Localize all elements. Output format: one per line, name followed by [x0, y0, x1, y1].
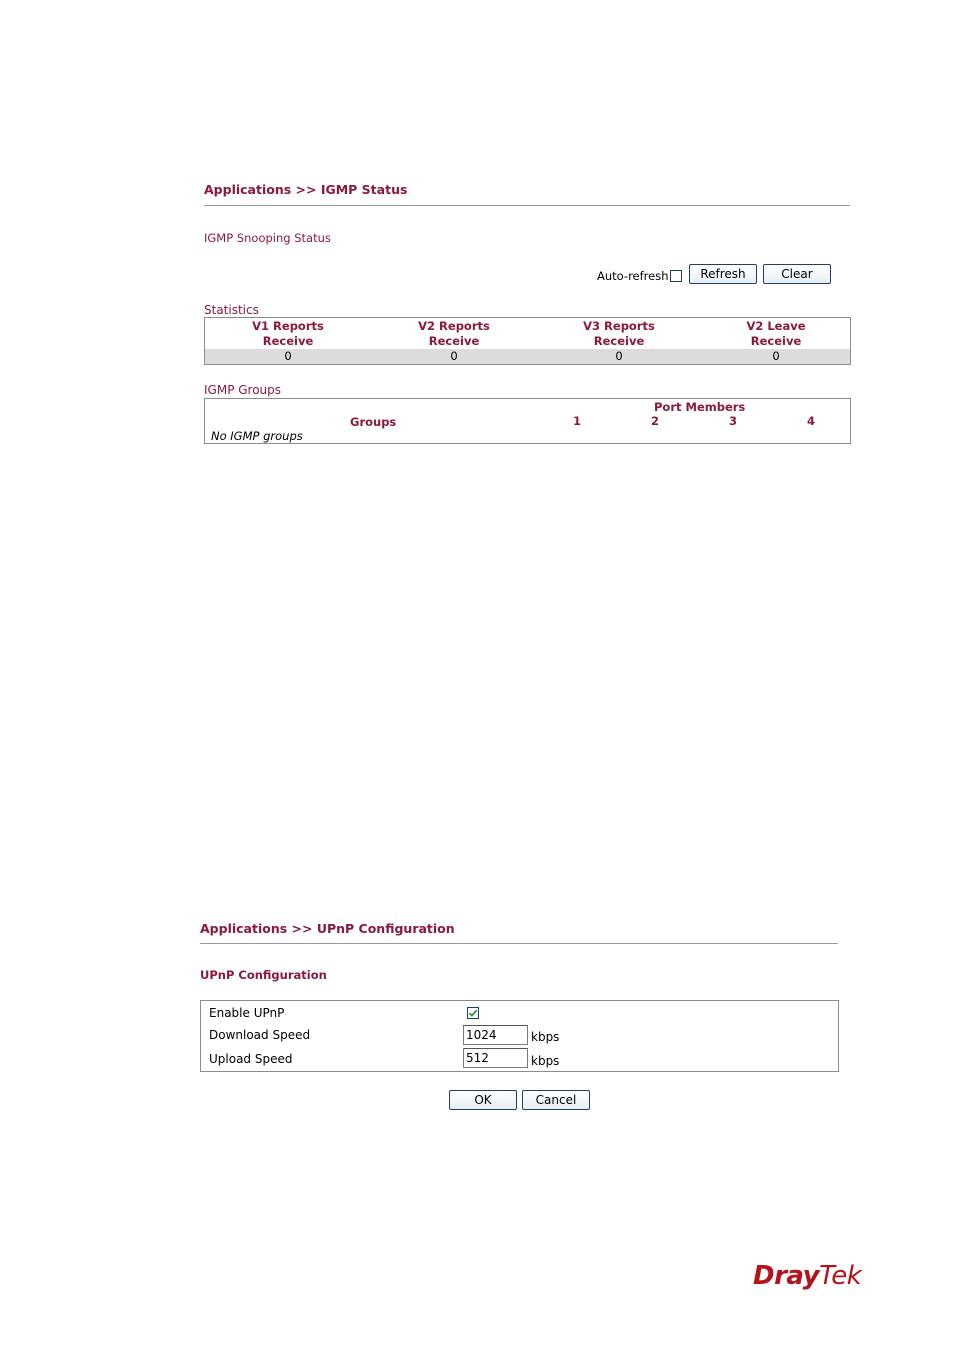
stat-value-v2-leave: 0 — [772, 349, 780, 363]
download-speed-label: Download Speed — [209, 1028, 311, 1042]
igmp-snooping-title: IGMP Snooping Status — [204, 231, 331, 245]
logo-text-dray: Dray — [753, 1261, 820, 1291]
stat-header-v2-leave — [696, 319, 856, 349]
stat-value-v2: 0 — [450, 349, 458, 363]
draytek-logo — [753, 1261, 861, 1291]
upnp-section-title: UPnP Configuration — [200, 968, 327, 982]
port-header-1: 1 — [573, 414, 582, 428]
stat-header-v3-line1: V3 Reports — [583, 319, 655, 333]
download-speed-unit: kbps — [531, 1030, 560, 1044]
stat-header-v1 — [208, 319, 368, 349]
ok-button[interactable]: OK — [449, 1090, 517, 1110]
stat-value-v3: 0 — [615, 349, 623, 363]
auto-refresh-checkbox[interactable] — [670, 270, 682, 282]
download-speed-input[interactable] — [463, 1025, 528, 1045]
clear-button[interactable]: Clear — [763, 264, 831, 284]
igmp-title-divider — [204, 205, 850, 206]
refresh-button[interactable]: Refresh — [689, 264, 757, 284]
upload-speed-input[interactable] — [463, 1048, 528, 1068]
stat-header-v2-leave-line1: V2 Leave — [746, 319, 806, 333]
stat-header-v3 — [539, 319, 699, 349]
stat-header-v1-line2: Receive — [262, 334, 314, 348]
statistics-title: Statistics — [204, 303, 259, 317]
upnp-title-divider — [200, 943, 838, 944]
upload-speed-label: Upload Speed — [209, 1052, 293, 1066]
upnp-page-title: Applications >> UPnP Configuration — [200, 921, 455, 936]
cancel-button[interactable]: Cancel — [522, 1090, 590, 1110]
port-header-4: 4 — [807, 414, 816, 428]
stat-header-v2-line2: Receive — [428, 334, 480, 348]
enable-upnp-label: Enable UPnP — [209, 1006, 285, 1020]
no-groups-text: No IGMP groups — [211, 429, 303, 443]
stat-header-v1-line1: V1 Reports — [252, 319, 324, 333]
check-icon — [468, 1008, 478, 1018]
port-header-3: 3 — [729, 414, 738, 428]
enable-upnp-checkbox[interactable] — [467, 1007, 479, 1019]
igmp-groups-table — [204, 398, 851, 444]
stat-header-v3-line2: Receive — [593, 334, 645, 348]
port-members-header: Port Members — [654, 400, 746, 414]
groups-header: Groups — [350, 415, 397, 429]
upnp-config-table — [200, 1000, 839, 1072]
logo-text-tek: Tek — [819, 1261, 862, 1291]
auto-refresh-label: Auto-refresh — [597, 269, 669, 283]
stat-value-v1: 0 — [284, 349, 292, 363]
stat-header-v2-leave-line2: Receive — [750, 334, 802, 348]
igmp-page-title: Applications >> IGMP Status — [204, 182, 408, 197]
stat-header-v2-line1: V2 Reports — [418, 319, 490, 333]
igmp-groups-title: IGMP Groups — [204, 383, 282, 397]
stat-header-v2 — [374, 319, 534, 349]
port-header-2: 2 — [651, 414, 660, 428]
upload-speed-unit: kbps — [531, 1054, 560, 1068]
statistics-table — [204, 317, 851, 365]
